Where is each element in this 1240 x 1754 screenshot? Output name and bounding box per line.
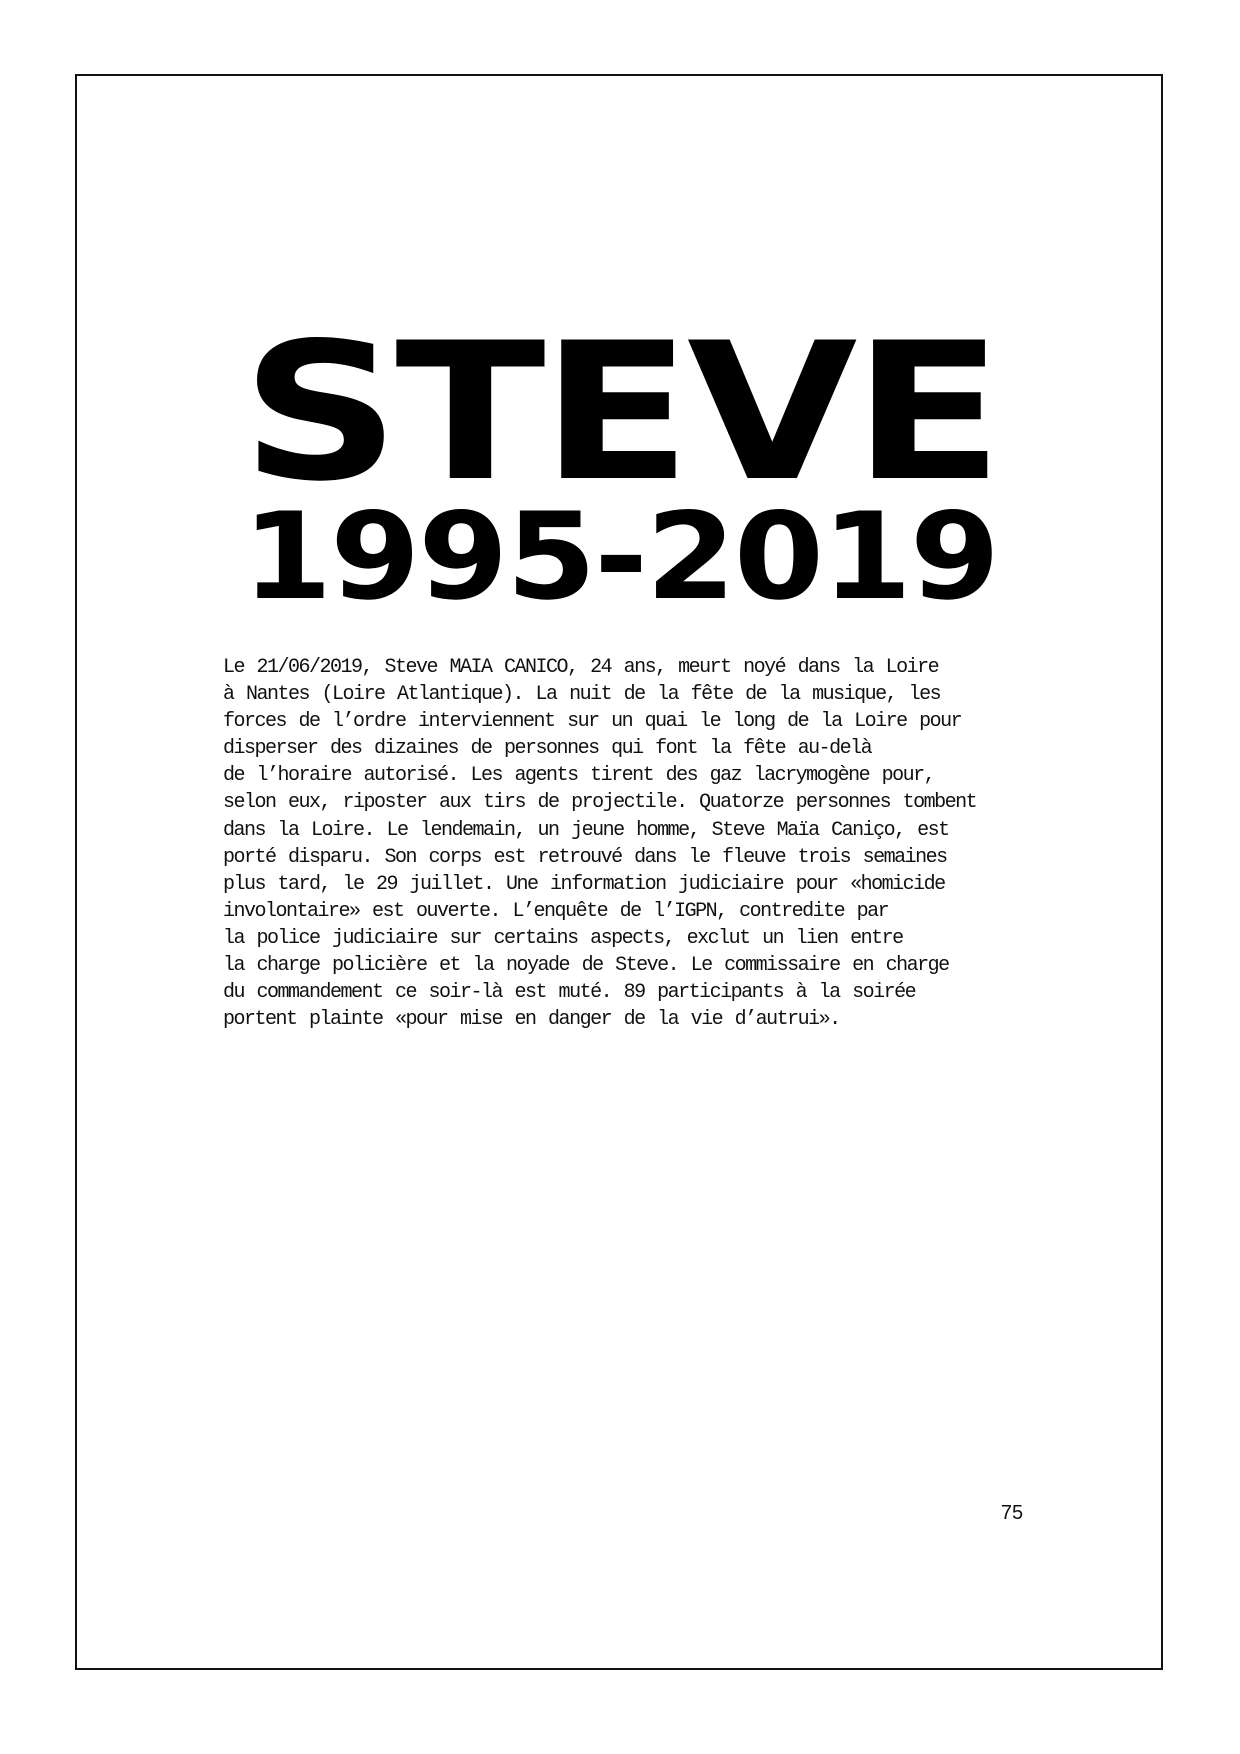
- body-line: à Nantes (Loire Atlantique). La nuit de la fête de la musique, les: [223, 683, 941, 707]
- body-paragraph: [223, 654, 1023, 1033]
- body-line: du commandement ce soir-là est muté. 89 participants à la soirée: [223, 981, 916, 1005]
- body-line: portent plainte «pour mise en danger de la vie d’autrui».: [223, 1008, 840, 1032]
- body-line: la police judiciaire sur certains aspects, exclut un lien entre: [223, 926, 903, 950]
- body-line: de l’horaire autorisé. Les agents tirent des gaz lacrymogène pour,: [223, 764, 935, 788]
- body-line: involontaire» est ouverte. L’enquête de l’IGPN, contredite par: [223, 899, 889, 923]
- body-line: porté disparu. Son corps est retrouvé dans le fleuve trois semaines: [223, 845, 947, 869]
- body-line: la charge policière et la noyade de Steve. Le commissaire en charge: [223, 954, 949, 978]
- page-title-years: 1995-2019: [242, 488, 998, 627]
- body-line: disperser des dizaines de personnes qui font la fête au-delà: [223, 737, 872, 761]
- body-line: dans la Loire. Le lendemain, un jeune homme, Steve Maïa Caniço, est: [223, 818, 949, 842]
- page-title-name: STEVE: [241, 302, 999, 523]
- body-line: Le 21/06/2019, Steve MAIA CANICO, 24 ans, meurt noyé dans la Loire: [223, 656, 939, 679]
- page-number: 75: [1000, 1502, 1024, 1524]
- body-line: plus tard, le 29 juillet. Une information judiciaire pour «homicide: [223, 872, 945, 896]
- body-line: forces de l’ordre interviennent sur un quai le long de la Loire pour: [223, 710, 962, 734]
- body-line: selon eux, riposter aux tirs de projectile. Quatorze personnes tombent: [223, 791, 977, 815]
